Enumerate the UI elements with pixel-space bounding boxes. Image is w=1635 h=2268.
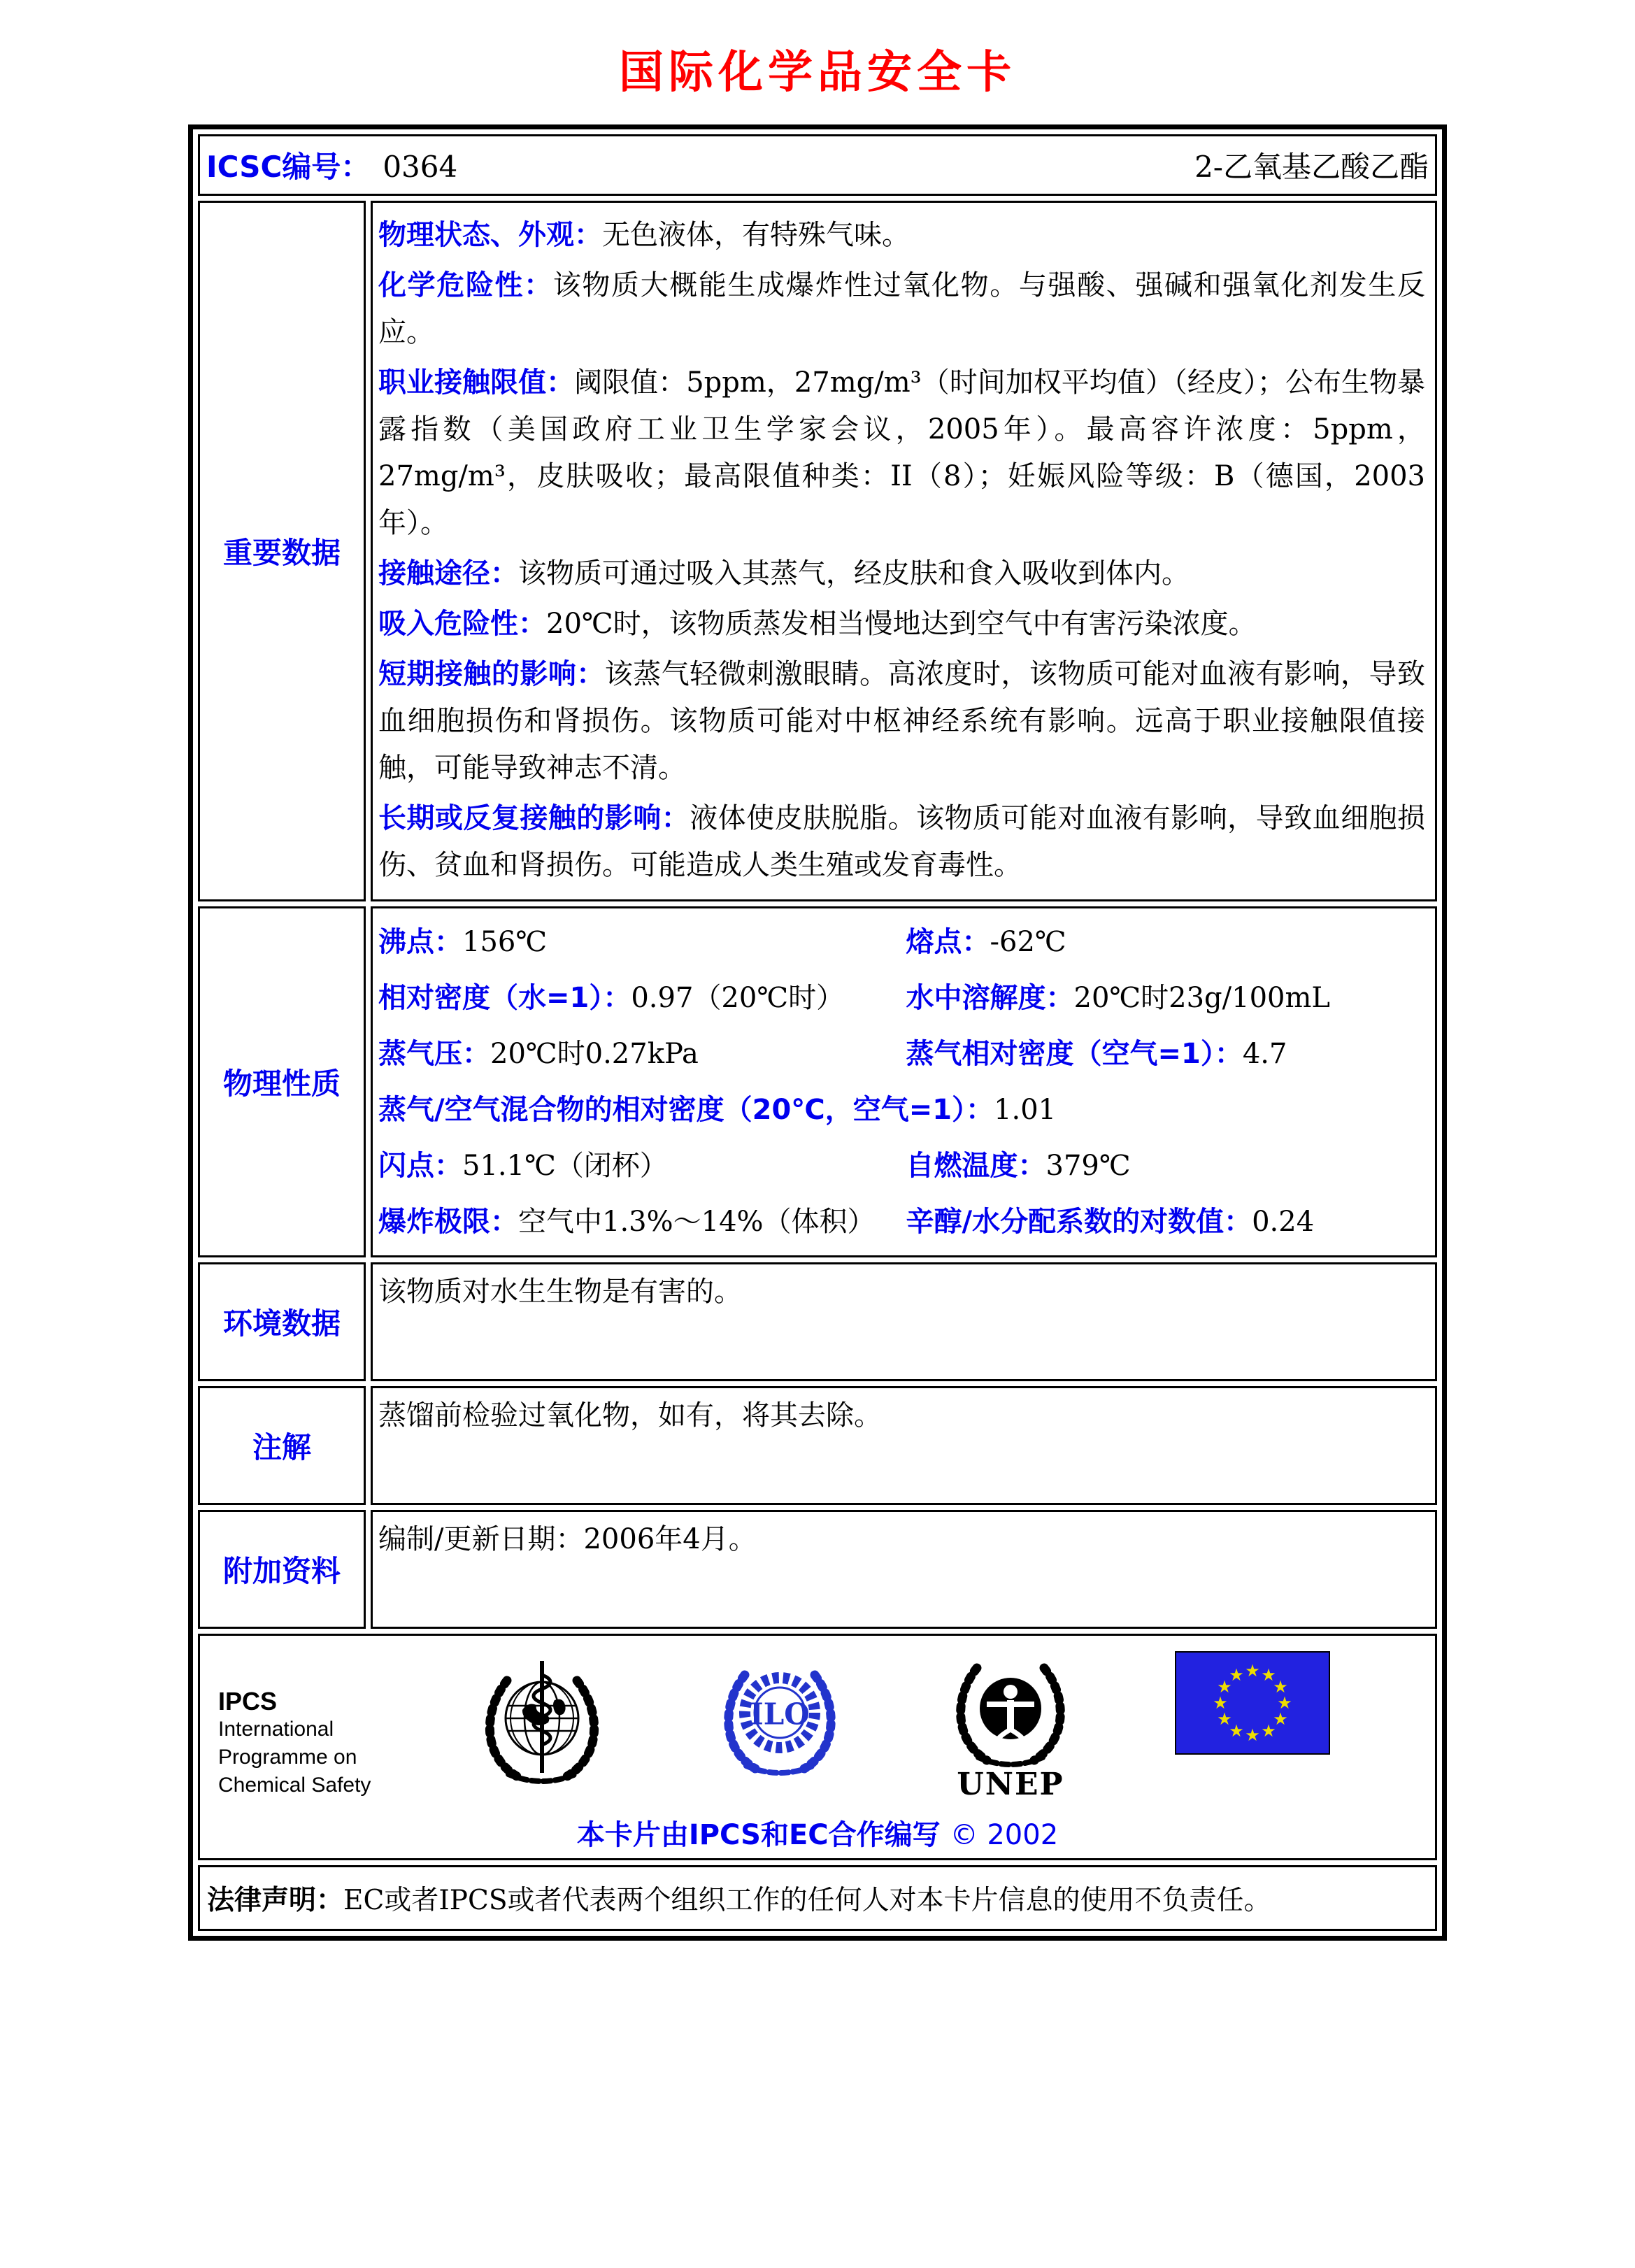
prop-relative-density <box>378 970 898 1026</box>
prop-water-solubility <box>906 970 1426 1026</box>
cooperation-caption-text: 本卡片由IPCS和EC合作编写 <box>576 1819 941 1851</box>
prop-autoignition-temperature <box>906 1138 1426 1194</box>
prop-octanol-water-partition-value: 0.24 <box>1252 1206 1315 1238</box>
who-logo-icon <box>472 1651 612 1791</box>
prop-explosive-limits-label: 爆炸极限： <box>378 1206 518 1238</box>
section-content-additional-info <box>371 1510 1437 1629</box>
prop-vapor-density-value: 4.7 <box>1242 1038 1287 1070</box>
legal-row <box>198 1865 1437 1931</box>
entry-short-term-effects <box>378 651 1425 792</box>
entry-chemical-danger-text: 该物质大概能生成爆炸性过氧化物。与强酸、强碱和强氧化剂发生反应。 <box>378 269 1426 348</box>
prop-vapor-density-label: 蒸气相对密度（空气=1）： <box>906 1038 1243 1070</box>
legal-cell <box>198 1865 1437 1931</box>
prop-flash-point-label: 闪点： <box>378 1150 462 1182</box>
prop-vapor-pressure-value: 20℃时0.27kPa <box>490 1038 699 1070</box>
ipcs-line-1: International <box>218 1718 334 1741</box>
section-label-notes: 注解 <box>198 1386 366 1505</box>
section-content-physical-properties <box>371 906 1437 1257</box>
prop-vapor-pressure <box>378 1026 898 1082</box>
prop-vapor-air-mixture-density <box>378 1082 1425 1138</box>
svg-text:★: ★ <box>1229 1721 1244 1741</box>
entry-inhalation-risk <box>378 601 1425 648</box>
section-label-environmental-data: 环境数据 <box>198 1262 366 1381</box>
svg-text:★: ★ <box>1217 1709 1232 1729</box>
section-label-important-data: 重要数据 <box>198 201 366 901</box>
section-content-important-data <box>371 201 1437 901</box>
entry-physical-state-text: 无色液体，有特殊气味。 <box>602 219 910 251</box>
notes-text: 蒸馏前检验过氧化物，如有，将其去除。 <box>378 1399 882 1432</box>
svg-text:★: ★ <box>1261 1721 1276 1741</box>
svg-text:★: ★ <box>1229 1665 1244 1685</box>
prop-explosive-limits <box>378 1194 898 1250</box>
entry-chemical-danger-label: 化学危险性： <box>378 269 553 301</box>
prop-melting-point <box>906 914 1426 970</box>
unep-logo-text: UNEP <box>957 1767 1064 1802</box>
additional-info-text: 编制/更新日期：2006年4月。 <box>378 1523 757 1555</box>
entry-exposure-limits-label: 职业接触限值： <box>378 366 575 399</box>
cooperation-caption <box>200 1813 1435 1853</box>
prop-vapor-air-mixture-density-value: 1.01 <box>994 1094 1057 1126</box>
entry-physical-state <box>378 212 1425 259</box>
eu-flag-icon <box>1175 1651 1330 1755</box>
prop-vapor-air-mixture-density-label: 蒸气/空气混合物的相对密度（20℃，空气=1）： <box>378 1094 994 1126</box>
copyright-text: © 2002 <box>950 1819 1059 1851</box>
page-title: 国际化学品安全卡 <box>619 47 1016 99</box>
prop-autoignition-temperature-value: 379℃ <box>1045 1150 1131 1182</box>
prop-boiling-point-label: 沸点： <box>378 926 462 958</box>
ipcs-line-3: Chemical Safety <box>218 1774 371 1797</box>
prop-melting-point-value: -62℃ <box>990 926 1066 958</box>
entry-short-term-effects-text: 该蒸气轻微刺激眼睛。高浓度时，该物质可能对血液有影响，导致血细胞损伤和肾损伤。该物质可能对中枢神经系统有影响。远高于职业接触限值接触，可能导致神志不清。 <box>378 658 1426 784</box>
prop-vapor-pressure-label: 蒸气压： <box>378 1038 490 1070</box>
entry-inhalation-risk-label: 吸入危险性： <box>378 608 546 640</box>
logos-cell <box>198 1634 1437 1860</box>
entry-exposure-routes-label: 接触途径： <box>378 557 518 590</box>
section-row-important-data <box>198 201 1437 901</box>
prop-octanol-water-partition-label: 辛醇/水分配系数的对数值： <box>906 1206 1252 1238</box>
icsc-number-label: ICSC编号： <box>206 150 371 184</box>
svg-text:★: ★ <box>1277 1693 1292 1713</box>
entry-long-term-effects-label: 长期或反复接触的影响： <box>378 802 690 834</box>
section-content-environmental-data <box>371 1262 1437 1381</box>
prop-water-solubility-value: 20℃时23g/100mL <box>1073 982 1330 1014</box>
svg-text:★: ★ <box>1261 1665 1276 1685</box>
prop-flash-point <box>378 1138 898 1194</box>
svg-text:★: ★ <box>1213 1693 1228 1713</box>
prop-relative-density-value: 0.97（20℃时） <box>631 982 845 1014</box>
svg-text:★: ★ <box>1273 1677 1288 1697</box>
prop-relative-density-label: 相对密度（水=1）： <box>378 982 631 1014</box>
entry-chemical-danger <box>378 262 1425 356</box>
section-row-additional-info <box>198 1510 1437 1629</box>
section-content-notes <box>371 1386 1437 1505</box>
section-label-physical-properties: 物理性质 <box>198 906 366 1257</box>
entry-long-term-effects-text: 液体使皮肤脱脂。该物质可能对血液有影响，导致血细胞损伤、贫血和肾损伤。可能造成人类生殖或发育毒性。 <box>378 802 1426 881</box>
prop-water-solubility-label: 水中溶解度： <box>906 982 1074 1014</box>
header-cell <box>198 134 1437 196</box>
ilo-logo-icon <box>713 1651 846 1791</box>
ipcs-text-block <box>218 1651 371 1799</box>
ilo-logo-text: ILO <box>750 1697 811 1732</box>
chemical-name: 2-乙氧基乙酸乙酯 <box>1194 150 1429 184</box>
entry-inhalation-risk-text: 20℃时，该物质蒸发相当慢地达到空气中有害污染浓度。 <box>546 608 1257 640</box>
prop-melting-point-label: 熔点： <box>906 926 990 958</box>
prop-boiling-point <box>378 914 898 970</box>
entry-exposure-routes-text: 该物质可通过吸入其蒸气，经皮肤和食入吸收到体内。 <box>518 557 1190 590</box>
ipcs-acronym: IPCS <box>218 1687 278 1716</box>
entry-exposure-routes <box>378 550 1425 597</box>
section-row-notes <box>198 1386 1437 1505</box>
svg-text:★: ★ <box>1245 1725 1260 1745</box>
section-label-additional-info: 附加资料 <box>198 1510 366 1629</box>
prop-autoignition-temperature-label: 自燃温度： <box>906 1150 1046 1182</box>
icsc-card-table <box>188 124 1447 1941</box>
logos-row <box>198 1634 1437 1860</box>
prop-octanol-water-partition <box>906 1194 1426 1250</box>
prop-boiling-point-value: 156℃ <box>462 926 548 958</box>
entry-short-term-effects-label: 短期接触的影响： <box>378 658 605 690</box>
prop-flash-point-value: 51.1℃（闭杯） <box>462 1150 668 1182</box>
svg-text:★: ★ <box>1217 1677 1232 1697</box>
environmental-data-text: 该物质对水生生物是有害的。 <box>378 1276 742 1308</box>
icsc-number-value: 0364 <box>383 150 458 184</box>
prop-explosive-limits-value: 空气中1.3%～14%（体积） <box>518 1206 876 1238</box>
ipcs-line-2: Programme on <box>218 1746 357 1769</box>
svg-text:★: ★ <box>1245 1661 1260 1681</box>
icsc-number-group <box>206 144 457 186</box>
legal-notice-label: 法律声明： <box>207 1885 344 1916</box>
icsc-card-page <box>0 36 1635 2268</box>
entry-exposure-limits-text: 阈限值：5ppm，27mg/m³（时间加权平均值）（经皮）；公布生物暴露指数（美国政府工业卫生学家会议，2005年）。最高容许浓度：5ppm，27mg/m³，皮肤吸收；最高限值种类：II（8）；妊娠风险等级：B（德国，2003年）。 <box>378 366 1426 539</box>
section-row-physical-properties <box>198 906 1437 1257</box>
svg-text:★: ★ <box>1273 1709 1288 1729</box>
entry-physical-state-label: 物理状态、外观： <box>378 219 602 251</box>
entry-long-term-effects <box>378 795 1425 889</box>
entry-exposure-limits <box>378 359 1425 547</box>
header-row <box>198 134 1437 196</box>
prop-vapor-density <box>906 1026 1426 1082</box>
section-row-environmental-data <box>198 1262 1437 1381</box>
legal-notice-text: EC或者IPCS或者代表两个组织工作的任何人对本卡片信息的使用不负责任。 <box>343 1885 1271 1916</box>
unep-logo-icon <box>948 1651 1073 1809</box>
